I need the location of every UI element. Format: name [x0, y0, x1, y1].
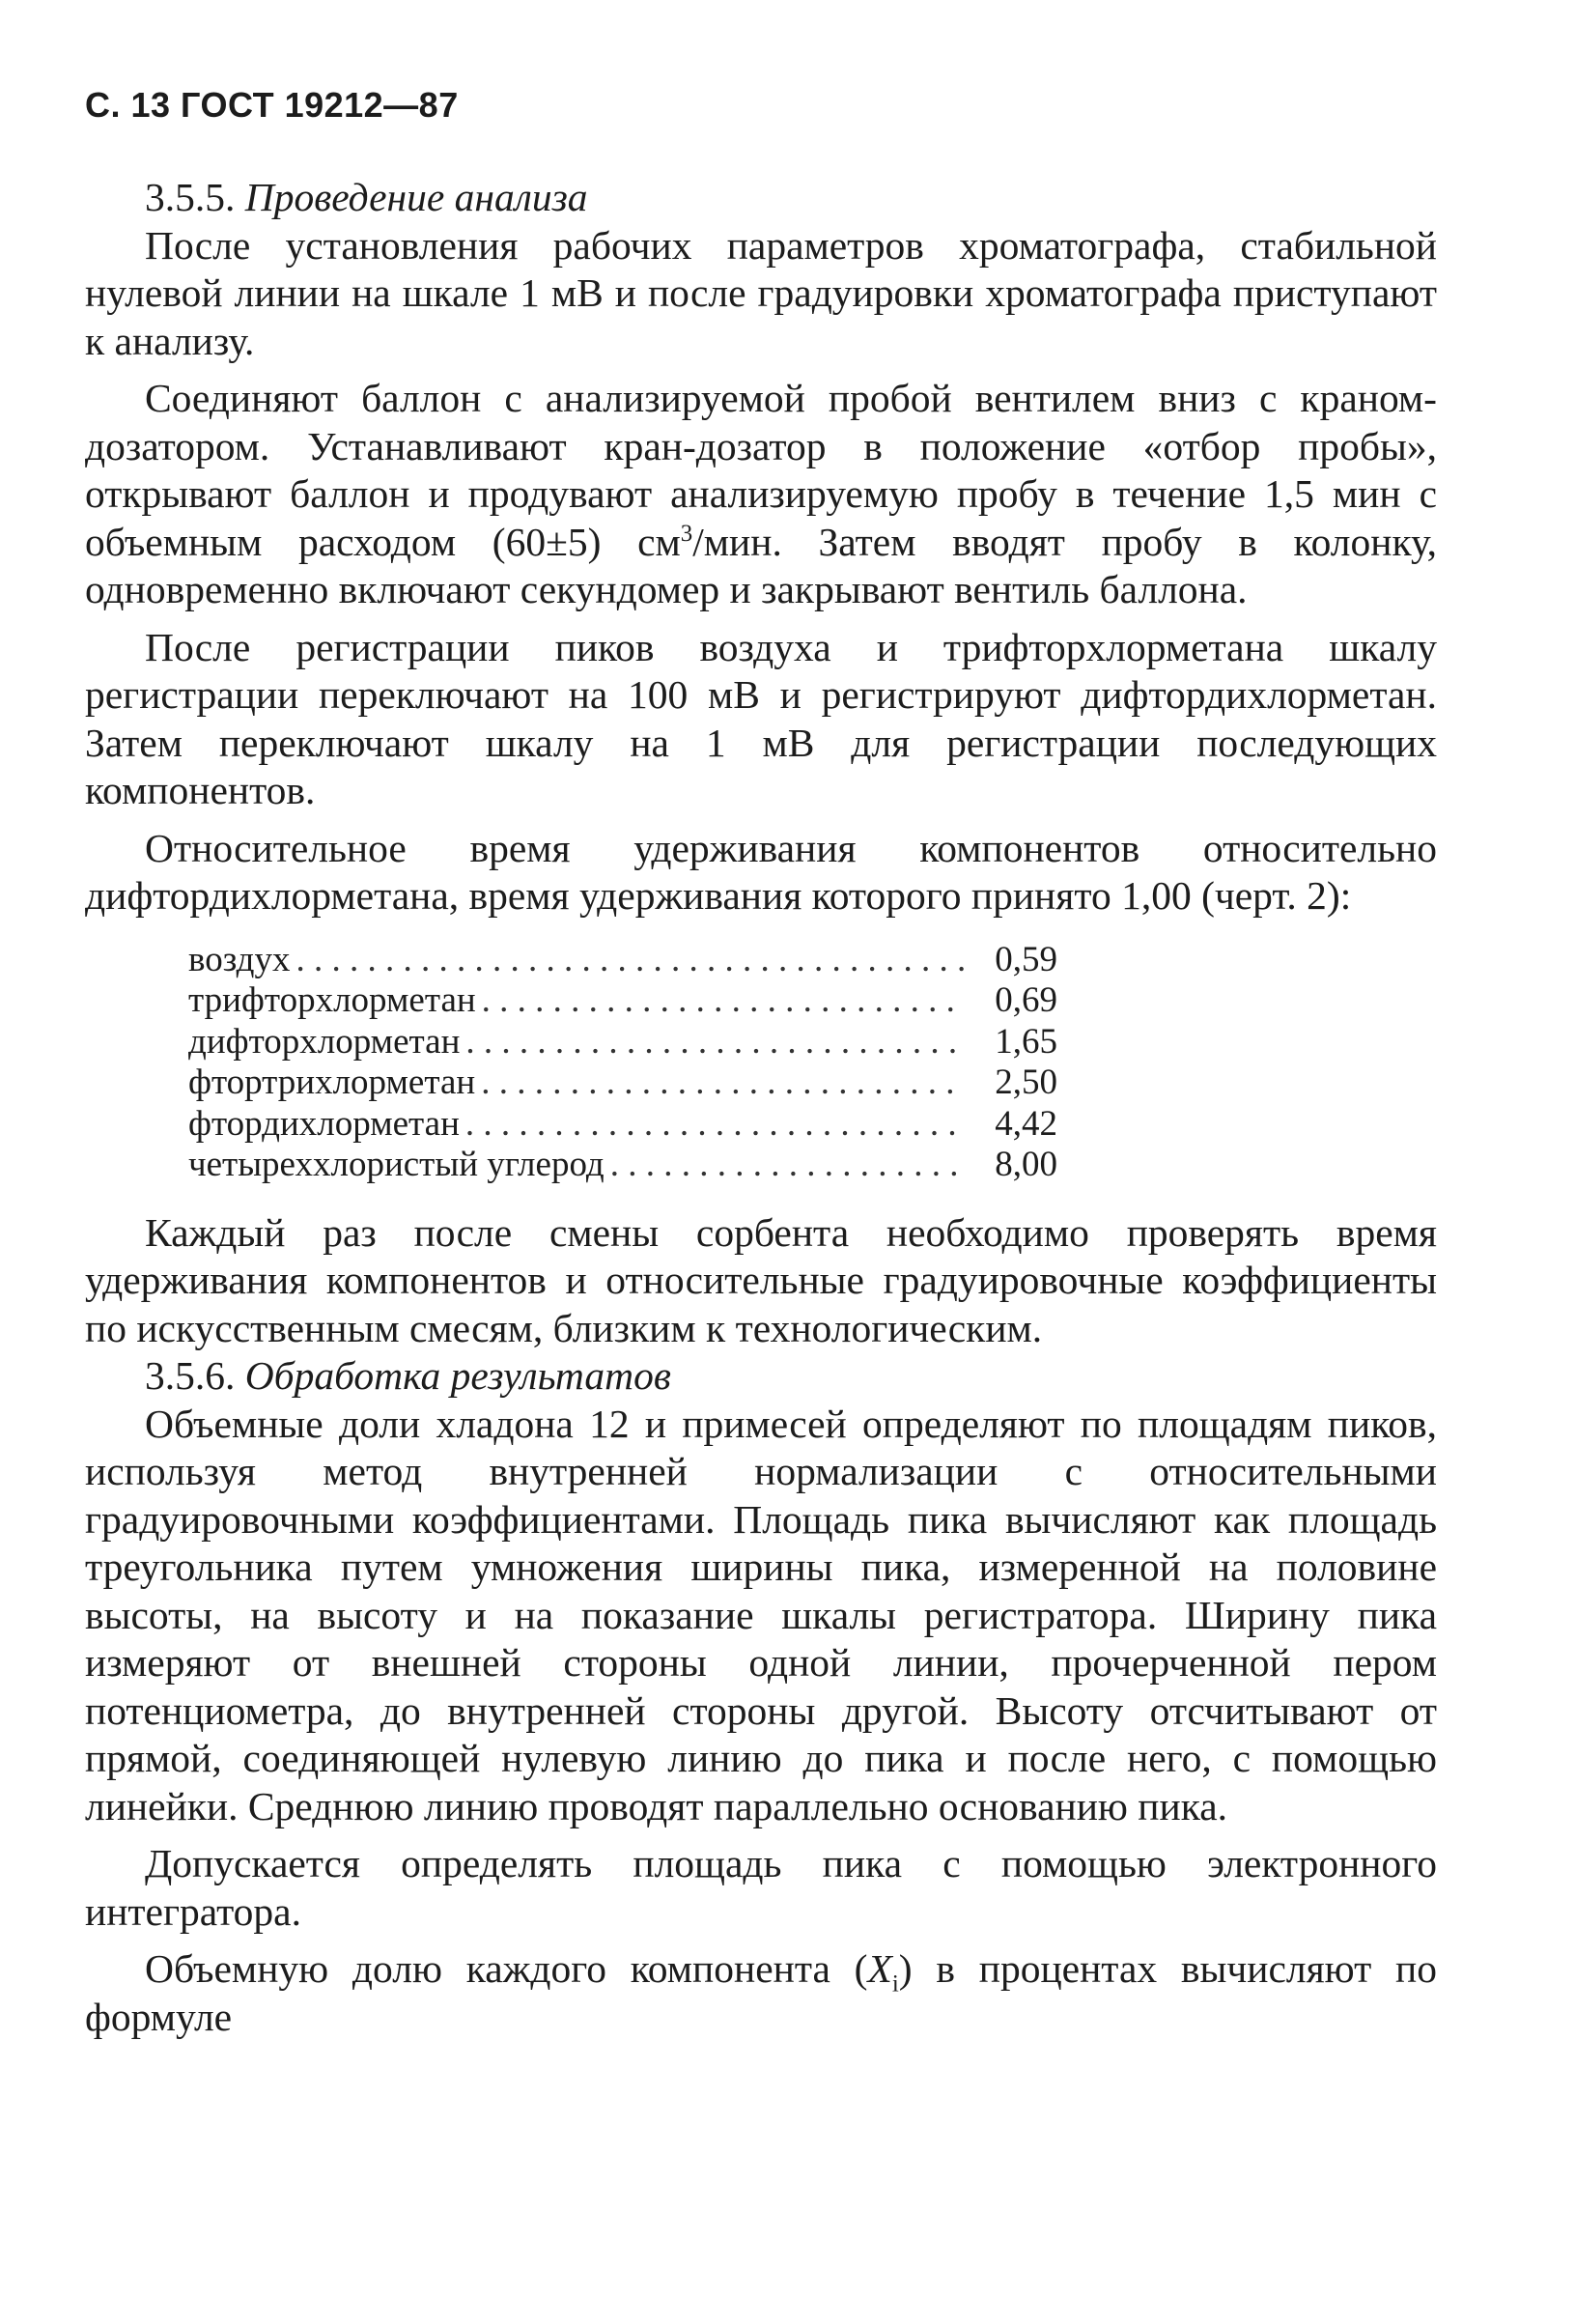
paragraph: Объемные доли хладона 12 и примесей определяют по площадям пиков, используя метод внутренней нормализации с относительными градуировочными коэффициентами. Площадь пика вычисляют как площадь треугольника путем умножения ширины пика, измеренной на половине высоты, на высоту и на показание шкалы регистратора. Ширину пика измеряют от внешней стороны одной линии, прочерченной пером потенциометра, до внутренней стороны другой. Высоту отсчитывают от прямой, соединяющей нулевую линию до пика и после него, с помощью линейки. Среднюю линию проводят параллельно основанию пика. — [85, 1401, 1437, 1828]
list-item — [188, 1022, 1057, 1063]
leader-dots — [291, 940, 966, 981]
list-item — [188, 1063, 1057, 1104]
paragraph-text: Объемную долю каждого компонента ( — [145, 1946, 868, 1991]
retention-value: 0,59 — [995, 939, 1057, 979]
paragraph-text: /мин. Затем вводят пробу в колонку, одновременно включают секундомер и закрывают вентиль баллона. — [85, 519, 1437, 611]
component-name: дифторхлорметан — [188, 1021, 461, 1062]
document-body — [85, 174, 1437, 2041]
paragraph: Относительное время удерживания компонентов относительно дифтордихлорметана, время удерживания которого принято 1,00 (черт. 2): — [85, 825, 1437, 918]
paragraph-text: ) в процентах вычисляют по формуле — [85, 1946, 1437, 2039]
leader-dots — [475, 1063, 965, 1104]
variable: X — [867, 1946, 892, 1991]
leader-dots — [460, 1022, 965, 1063]
paragraph: После установления рабочих параметров хроматографа, стабильной нулевой линии на шкале 1 мВ и после градуировки хроматографа приступают к анализу. — [85, 222, 1437, 363]
section-heading-3-5-6 — [85, 1352, 1437, 1401]
component-name: фтортрихлорметан — [188, 1063, 476, 1102]
superscript: 3 — [680, 520, 693, 547]
paragraph: Допускается определять площадь пика с помощью электронного интегратора. — [85, 1841, 1437, 1934]
retention-value: 1,65 — [995, 1021, 1057, 1062]
paragraph: Каждый раз после смены сорбента необходимо проверять время удерживания компонентов и относительные градуировочные коэффициенты по искусственным смесям, близким к технологическим. — [85, 1209, 1437, 1350]
leader-dots — [460, 1104, 965, 1146]
retention-time-list — [188, 940, 1057, 1186]
leader-dots — [605, 1145, 965, 1186]
section-title: Проведение анализа — [244, 175, 588, 219]
retention-value: 2,50 — [995, 1063, 1057, 1102]
paragraph-text: Соединяют баллон с анализируемой пробой вентилем вниз с краном-дозатором. Устанавливают кран-дозатор в положение «отбор пробы», открывают баллон и продувают анализируемую пробу в течение 1,5 мин с объемным расходом (60±5) см — [85, 376, 1437, 564]
list-item — [188, 1145, 1057, 1186]
section-number: 3.5.5. — [145, 175, 236, 219]
paragraph: После регистрации пиков воздуха и трифторхлорметана шкалу регистрации переключают на 100 мВ и регистрируют дифтордихлорметан. Затем переключают шкалу на 1 мВ для регистрации последующих компонентов. — [85, 624, 1437, 812]
component-name: фтордихлорметан — [188, 1103, 460, 1144]
paragraph — [85, 375, 1437, 614]
section-number: 3.5.6. — [145, 1353, 236, 1398]
list-item — [188, 940, 1057, 981]
component-name: воздух — [188, 939, 291, 979]
page-header: С. 13 ГОСТ 19212—87 — [85, 85, 459, 125]
component-name: трифторхлорметан — [188, 980, 476, 1020]
leader-dots — [476, 980, 965, 1022]
list-item — [188, 1104, 1057, 1146]
retention-value: 4,42 — [995, 1103, 1057, 1144]
paragraph — [85, 1945, 1437, 2041]
section-heading-3-5-5 — [85, 174, 1437, 222]
retention-value: 0,69 — [995, 980, 1057, 1020]
component-name: четыреххлористый углерод — [188, 1145, 605, 1184]
list-item — [188, 980, 1057, 1022]
section-title: Обработка результатов — [244, 1353, 671, 1398]
retention-value: 8,00 — [995, 1145, 1057, 1184]
subscript: i — [891, 1970, 899, 1998]
